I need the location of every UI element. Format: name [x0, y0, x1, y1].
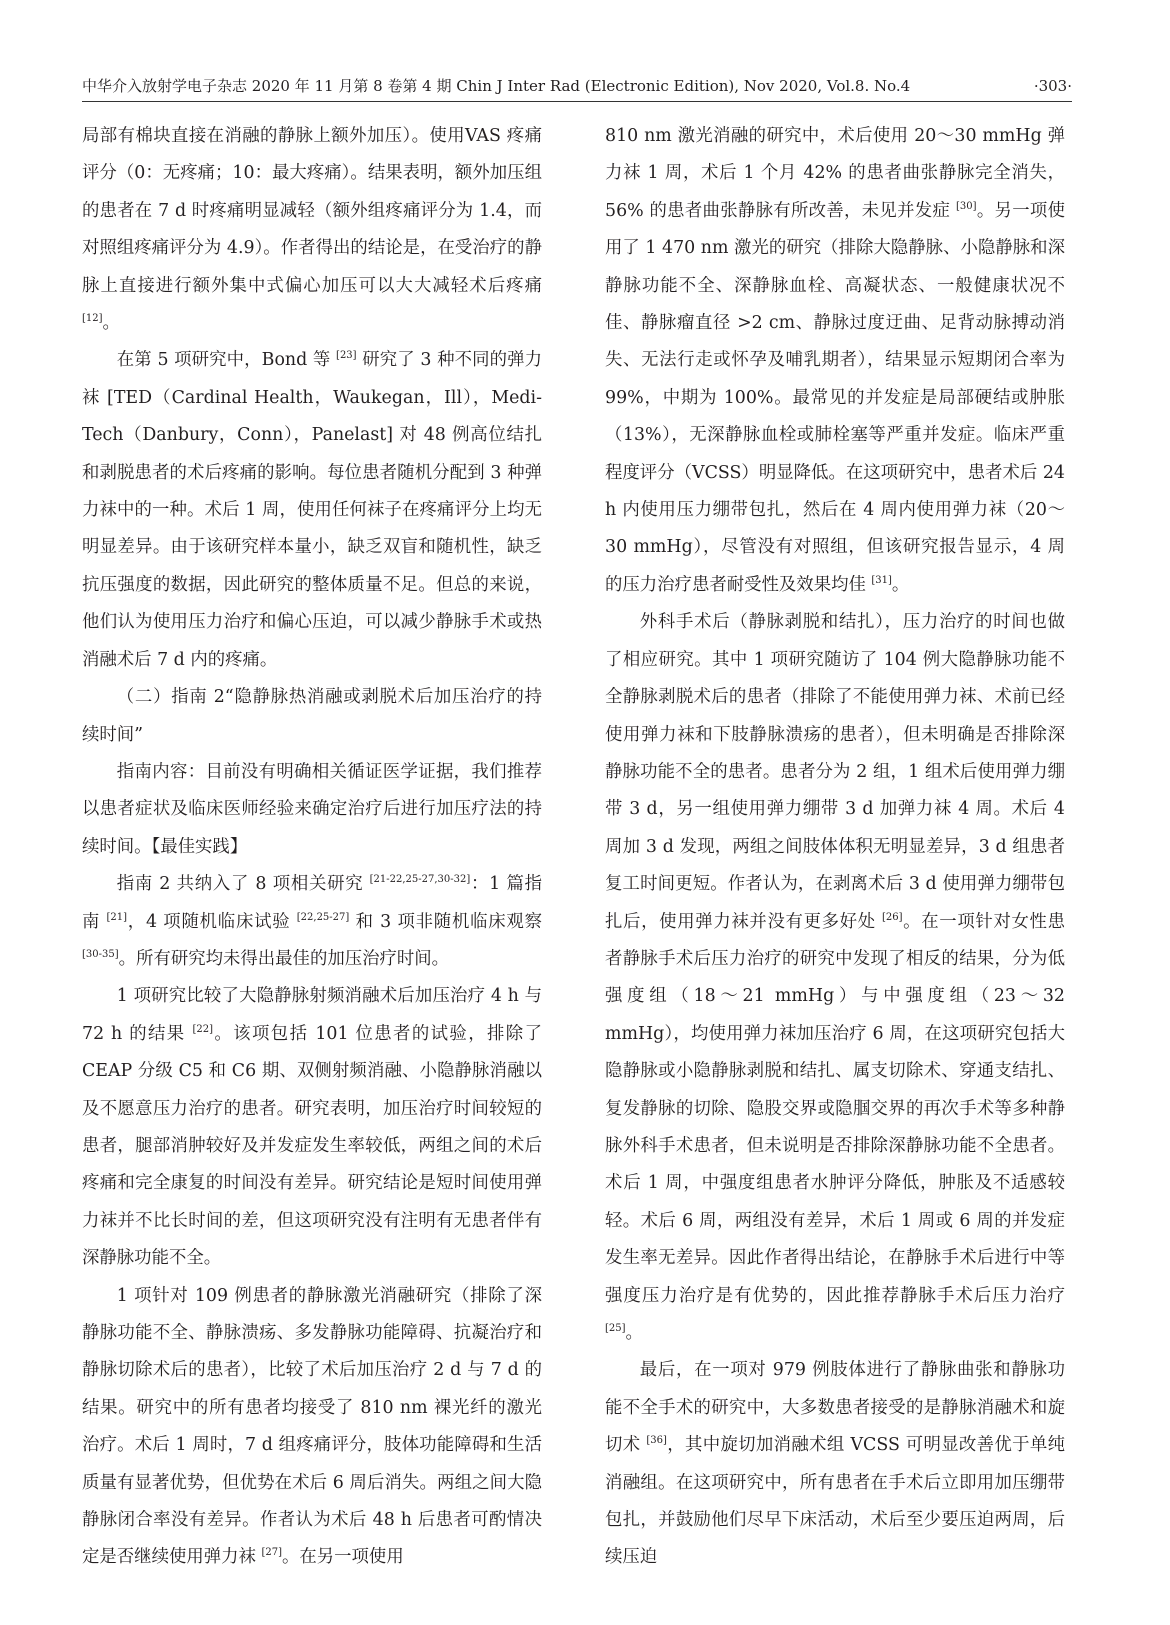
paragraph: 局部有棉块直接在消融的静脉上额外加压）。使用VAS 疼痛评分（0：无疼痛；10：最大疼痛）。结果表明，额外加压组的患者在 7 d 时疼痛明显减轻（额外组疼痛评分为 1.4，而对照组疼痛评分为 4.9）。作者得出的结论是，在受治疗的静脉上直接进行额外集中式偏心加压可以大大减轻术后疼痛 [12]。 — [82, 126, 542, 334]
left-column — [82, 118, 542, 1577]
header-divider — [82, 101, 1072, 102]
section-heading: （二）指南 2“隐静脉热消融或剥脱术后加压治疗的持续时间” — [82, 687, 542, 745]
citation-ref: [30] — [956, 200, 977, 212]
page-number: ·303· — [1033, 77, 1072, 95]
citation-ref: [27] — [261, 1547, 282, 1559]
citation-ref: [23] — [336, 350, 357, 362]
paragraph: 指南内容：目前没有明确相关循证医学证据，我们推荐以患者症状及临床医师经验来确定治疗后进行加压疗法的持续时间。【最佳实践】 — [82, 761, 542, 857]
paragraph: 最后，在一项对 979 例肢体进行了静脉曲张和静脉功能不全手术的研究中，大多数患者接受的是静脉消融术和旋切术 [36]，其中旋切加消融术组 VCSS 可明显改善优于单纯消融组。在这项研究中，所有患者在手术后立即用加压绷带包扎，并鼓励他们尽早下床活动，术后至少要压迫两周，后续压迫 — [605, 1360, 1066, 1568]
citation-ref: [21] — [106, 911, 127, 923]
citation-ref: [22,25-27] — [296, 911, 350, 923]
paragraph: 810 nm 激光消融的研究中，术后使用 20～30 mmHg 弹力袜 1 周，术后 1 个月 42% 的患者曲张静脉完全消失，56% 的患者曲张静脉有所改善，未见并发症 [30]。另一项使用了 1 470 nm 激光的研究（排除大隐静脉、小隐静脉和深静脉功能不全、深静脉血栓、高凝状态、一般健康状况不佳、静脉瘤直径 >2 cm、静脉过度迂曲、足背动脉搏动消失、无法行走或怀孕及哺乳期者），结果显示短期闭合率为 99%，中期为 100%。最常见的并发症是局部硬结或肿胀（13%），无深静脉血栓或肺栓塞等严重并发症。临床严重程度评分（VCSS）明显降低。在这项研究中，患者术后 24 h 内使用压力绷带包扎，然后在 4 周内使用弹力袜（20～30 mmHg），尽管没有对照组，但该研究报告显示，4 周的压力治疗患者耐受性及效果均佳 [31]。 — [605, 126, 1065, 595]
paragraph: 在第 5 项研究中，Bond 等 [23] 研究了 3 种不同的弹力袜 [TED（Cardinal Health，Waukegan，Ill），Medi-Tech（Danbury，Conn），Panelast] 对 48 例高位结扎和剥脱患者的术后疼痛的影响。每位患者随机分配到 3 种弹力袜中的一种。术后 1 周，使用任何袜子在疼痛评分上均无明显差异。由于该研究样本量小，缺乏双盲和随机性，缺乏抗压强度的数据，因此研究的整体质量不足。但总的来说，他们认为使用压力治疗和偏心压迫，可以减少静脉手术或热消融术后 7 d 内的疼痛。 — [82, 350, 542, 670]
citation-ref: [26] — [881, 911, 903, 923]
paragraph: 指南 2 共纳入了 8 项相关研究 [21-22,25-27,30-32]：1 篇指南 [21]，4 项随机临床试验 [22,25-27] 和 3 项非随机临床观察 [30-35]。所有研究均未得出最佳的加压治疗时间。 — [82, 874, 543, 969]
citation-ref: [12] — [82, 313, 103, 325]
citation-ref: [25] — [605, 1323, 626, 1334]
paragraph: 1 项研究比较了大隐静脉射频消融术后加压治疗 4 h 与 72 h 的结果 [22]。该项包括 101 位患者的试验，排除了 CEAP 分级 C5 和 C6 期、双侧射频消融、小隐静脉消融以及不愿意压力治疗的患者。研究表明，加压治疗时间较短的患者，腿部消肿较好及并发症发生率较低，两组之间的术后疼痛和完全康复的时间没有差异。研究结论是短时间使用弹力袜并不比长时间的差，但这项研究没有注明有无患者伴有深静脉功能不全。 — [82, 986, 542, 1269]
right-column — [605, 118, 1065, 1577]
citation-ref: [36] — [646, 1435, 667, 1447]
paragraph: 1 项针对 109 例患者的静脉激光消融研究（排除了深静脉功能不全、静脉溃疡、多发静脉功能障碍、抗凝治疗和静脉切除术后的患者），比较了术后加压治疗 2 d 与 7 d 的结果。研究中的所有患者均接受了 810 nm 裸光纤的激光治疗。术后 1 周时，7 d 组疼痛评分，肢体功能障碍和生活质量有显著优势，但优势在术后 6 周后消失。两组之间大隐静脉闭合率没有差异。作者认为术后 48 h 后患者可酌情决定是否继续使用弹力袜 [27]。在另一项使用 — [82, 1285, 542, 1568]
running-header — [82, 76, 1072, 100]
citation-ref: [21-22,25-27,30-32] — [369, 874, 471, 886]
citation-ref: [22] — [192, 1023, 214, 1035]
citation-ref: [30-35] — [82, 948, 119, 960]
paragraph: 外科手术后（静脉剥脱和结扎），压力治疗的时间也做了相应研究。其中 1 项研究随访了 104 例大隐静脉功能不全静脉剥脱术后的患者（排除了不能使用弹力袜、术前已经使用弹力袜和下肢静脉溃疡的患者），但未明确是否排除深静脉功能不全的患者。患者分为 2 组，1 组术后使用弹力绷带 3 d，另一组使用弹力绷带 3 d 加弹力袜 4 周。术后 4 周加 3 d 发现，两组之间肢体体积无明显差异，3 d 组患者复工时间更短。作者认为，在剥离术后 3 d 使用弹力绷带包扎后，使用弹力袜并没有更多好处 [26]。在一项针对女性患者静脉手术后压力治疗的研究中发现了相反的结果，分为低强度组（18～21 mmHg）与中强度组（23～32 mmHg），均使用弹力袜加压治疗 6 周，在这项研究包括大隐静脉或小隐静脉剥脱和结扎、属支切除术、穿通支结扎、复发静脉的切除、隐股交界或隐腘交界的再次手术等多种静脉外科手术患者，但未说明是否排除深静脉功能不全患者。术后 1 周，中强度组患者水肿评分降低，肿胀及不适感较轻。术后 6 周，两组没有差异，术后 1 周或 6 周的并发症发生率无差异。因此作者得出结论，在静脉手术后进行中等强度压力治疗是有优势的，因此推荐静脉手术后压力治疗 [25]。 — [605, 612, 1065, 1343]
journal-citation: 中华介入放射学电子杂志 2020 年 11 月第 8 卷第 4 期 Chin J Inter Rad (Electronic Edition), Nov 2020, Vol.8. No.4 — [82, 77, 911, 95]
citation-ref: [31] — [871, 574, 892, 586]
